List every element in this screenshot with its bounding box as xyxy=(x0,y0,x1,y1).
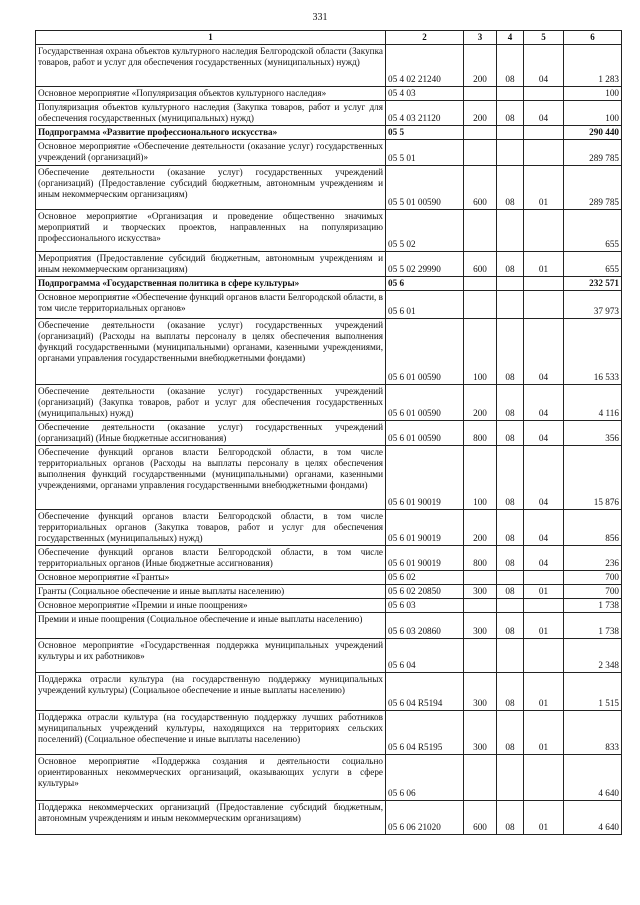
row-subsection: 04 xyxy=(524,510,564,546)
row-name: Поддержка отрасли культура (на государственную поддержку муниципальных учреждений культуры) (Социальное обеспечение и иные выплаты населению) xyxy=(36,673,386,711)
row-sum: 232 571 xyxy=(564,277,622,291)
table-row xyxy=(36,446,622,510)
row-code: 05 5 xyxy=(386,126,464,140)
row-name: Обеспечение функций органов власти Белгородской области, в том числе территориальных органов (Закупка товаров, работ и услуг для обеспечения государственных (муниципальных) нужд) xyxy=(36,510,386,546)
row-name: Обеспечение деятельности (оказание услуг) государственных учреждений (организаций) (Расходы на выплаты персоналу в целях обеспечения выполнения функций государственными (муниципальными) органами, казенными учреждениями, органами управления государственными внебюджетными фондами) xyxy=(36,319,386,385)
row-sum: 1 738 xyxy=(564,613,622,639)
row-name: Основное мероприятие «Поддержка создания и деятельности социально ориентированных некоммерческих организаций, оказывающих услуги в сфере культуры» xyxy=(36,755,386,801)
row-code: 05 5 02 29990 xyxy=(386,252,464,277)
table-row xyxy=(36,101,622,126)
header-col-6: 6 xyxy=(564,31,622,45)
table-row xyxy=(36,252,622,277)
row-sum: 289 785 xyxy=(564,166,622,210)
row-expense-type: 200 xyxy=(464,45,497,87)
row-expense-type: 200 xyxy=(464,385,497,421)
row-subsection: 01 xyxy=(524,673,564,711)
row-expense-type: 300 xyxy=(464,711,497,755)
row-code: 05 4 03 xyxy=(386,87,464,101)
row-name: Основное мероприятие «Премии и иные поощрения» xyxy=(36,599,386,613)
table-row xyxy=(36,585,622,599)
row-sum: 856 xyxy=(564,510,622,546)
row-code: 05 6 04 R5195 xyxy=(386,711,464,755)
row-subsection xyxy=(524,87,564,101)
header-col-5: 5 xyxy=(524,31,564,45)
row-name: Обеспечение деятельности (оказание услуг) государственных учреждений (организаций) (Предоставление субсидий бюджетным, автономным учреждениям и иным некоммерческим организациям) xyxy=(36,166,386,210)
row-code: 05 6 01 00590 xyxy=(386,421,464,446)
row-name: Основное мероприятие «Обеспечение деятельности (оказание услуг) государственных учреждений (организаций)» xyxy=(36,140,386,166)
row-sum: 16 533 xyxy=(564,319,622,385)
table-row xyxy=(36,755,622,801)
row-code: 05 6 06 21020 xyxy=(386,801,464,835)
row-code: 05 5 01 xyxy=(386,140,464,166)
row-expense-type xyxy=(464,87,497,101)
row-sum: 833 xyxy=(564,711,622,755)
row-section: 08 xyxy=(497,711,524,755)
row-sum: 37 973 xyxy=(564,291,622,319)
budget-table xyxy=(35,30,622,835)
row-subsection: 01 xyxy=(524,711,564,755)
table-row xyxy=(36,385,622,421)
row-subsection: 01 xyxy=(524,252,564,277)
table-row xyxy=(36,673,622,711)
row-sum: 700 xyxy=(564,571,622,585)
row-expense-type: 200 xyxy=(464,510,497,546)
table-header-row xyxy=(36,31,622,45)
row-subsection: 01 xyxy=(524,585,564,599)
row-sum: 290 440 xyxy=(564,126,622,140)
row-code: 05 6 01 00590 xyxy=(386,385,464,421)
row-name: Подпрограмма «Государственная политика в сфере культуры» xyxy=(36,277,386,291)
row-subsection xyxy=(524,126,564,140)
row-code: 05 6 01 90019 xyxy=(386,510,464,546)
row-code: 05 6 01 90019 xyxy=(386,546,464,571)
row-section xyxy=(497,639,524,673)
table-row xyxy=(36,87,622,101)
row-section xyxy=(497,755,524,801)
row-expense-type xyxy=(464,126,497,140)
table-body xyxy=(36,45,622,835)
row-code: 05 6 03 20860 xyxy=(386,613,464,639)
row-subsection xyxy=(524,755,564,801)
row-section: 08 xyxy=(497,801,524,835)
table-row xyxy=(36,711,622,755)
row-name: Подпрограмма «Развитие профессионального искусства» xyxy=(36,126,386,140)
row-section: 08 xyxy=(497,252,524,277)
row-subsection: 04 xyxy=(524,319,564,385)
row-subsection xyxy=(524,639,564,673)
table-row xyxy=(36,421,622,446)
header-col-2: 2 xyxy=(386,31,464,45)
table-row xyxy=(36,801,622,835)
table-row xyxy=(36,45,622,87)
row-expense-type: 800 xyxy=(464,421,497,446)
row-code: 05 6 01 90019 xyxy=(386,446,464,510)
row-subsection: 04 xyxy=(524,45,564,87)
row-code: 05 6 02 20850 xyxy=(386,585,464,599)
row-section xyxy=(497,87,524,101)
row-sum: 100 xyxy=(564,101,622,126)
row-subsection: 04 xyxy=(524,446,564,510)
row-code: 05 6 06 xyxy=(386,755,464,801)
row-expense-type: 200 xyxy=(464,101,497,126)
row-name: Основное мероприятие «Государственная поддержка муниципальных учреждений культуры и их работников» xyxy=(36,639,386,673)
row-name: Обеспечение функций органов власти Белгородской области, в том числе территориальных органов (Иные бюджетные ассигнования) xyxy=(36,546,386,571)
page-number: 331 xyxy=(312,12,328,23)
row-subsection: 04 xyxy=(524,421,564,446)
row-expense-type: 300 xyxy=(464,673,497,711)
row-expense-type xyxy=(464,599,497,613)
row-expense-type xyxy=(464,210,497,252)
row-subsection: 04 xyxy=(524,546,564,571)
row-name: Обеспечение деятельности (оказание услуг) государственных учреждений (организаций) (Иные бюджетные ассигнования) xyxy=(36,421,386,446)
table-row xyxy=(36,210,622,252)
row-code: 05 4 03 21120 xyxy=(386,101,464,126)
row-expense-type: 300 xyxy=(464,585,497,599)
row-section xyxy=(497,140,524,166)
row-expense-type xyxy=(464,291,497,319)
row-section: 08 xyxy=(497,585,524,599)
row-sum: 1 738 xyxy=(564,599,622,613)
row-sum: 15 876 xyxy=(564,446,622,510)
row-section xyxy=(497,126,524,140)
row-code: 05 6 xyxy=(386,277,464,291)
row-section xyxy=(497,291,524,319)
row-expense-type: 800 xyxy=(464,546,497,571)
row-subsection xyxy=(524,291,564,319)
row-sum: 1 515 xyxy=(564,673,622,711)
row-name: Государственная охрана объектов культурного наследия Белгородской области (Закупка товаров, работ и услуг для обеспечения государственных (муниципальных) нужд) xyxy=(36,45,386,87)
row-section xyxy=(497,599,524,613)
row-code: 05 6 02 xyxy=(386,571,464,585)
row-subsection: 04 xyxy=(524,101,564,126)
row-code: 05 6 04 R5194 xyxy=(386,673,464,711)
table-row xyxy=(36,277,622,291)
row-section xyxy=(497,210,524,252)
row-subsection: 01 xyxy=(524,166,564,210)
row-expense-type xyxy=(464,140,497,166)
row-section: 08 xyxy=(497,510,524,546)
row-code: 05 5 01 00590 xyxy=(386,166,464,210)
row-name: Мероприятия (Предоставление субсидий бюджетным, автономным учреждениям и иным некоммерческим организациям) xyxy=(36,252,386,277)
table-row xyxy=(36,140,622,166)
row-expense-type: 600 xyxy=(464,166,497,210)
row-expense-type xyxy=(464,277,497,291)
header-col-1: 1 xyxy=(36,31,386,45)
table-row xyxy=(36,546,622,571)
row-code: 05 6 03 xyxy=(386,599,464,613)
row-section xyxy=(497,571,524,585)
row-section: 08 xyxy=(497,546,524,571)
row-section: 08 xyxy=(497,385,524,421)
row-section: 08 xyxy=(497,421,524,446)
row-name: Поддержка отрасли культура (на государственную поддержку лучших работников муниципальных учреждений культуры, находящихся на территориях сельских поселений) (Социальное обеспечение и иные выплаты населению) xyxy=(36,711,386,755)
row-code: 05 6 01 00590 xyxy=(386,319,464,385)
row-sum: 4 116 xyxy=(564,385,622,421)
table-row xyxy=(36,571,622,585)
row-name: Обеспечение деятельности (оказание услуг) государственных учреждений (организаций) (Закупка товаров, работ и услуг для обеспечения государственных (муниципальных) нужд) xyxy=(36,385,386,421)
row-section: 08 xyxy=(497,319,524,385)
row-name: Основное мероприятие «Популяризация объектов культурного наследия» xyxy=(36,87,386,101)
row-expense-type: 600 xyxy=(464,252,497,277)
row-code: 05 6 01 xyxy=(386,291,464,319)
row-expense-type xyxy=(464,639,497,673)
row-expense-type xyxy=(464,571,497,585)
row-subsection xyxy=(524,599,564,613)
row-code: 05 4 02 21240 xyxy=(386,45,464,87)
row-sum: 2 348 xyxy=(564,639,622,673)
header-col-3: 3 xyxy=(464,31,497,45)
row-sum: 655 xyxy=(564,252,622,277)
table-row xyxy=(36,639,622,673)
row-expense-type: 100 xyxy=(464,446,497,510)
row-subsection xyxy=(524,140,564,166)
row-sum: 655 xyxy=(564,210,622,252)
row-sum: 4 640 xyxy=(564,755,622,801)
row-sum: 700 xyxy=(564,585,622,599)
row-name: Популяризация объектов культурного наследия (Закупка товаров, работ и услуг для обеспечения государственных (муниципальных) нужд) xyxy=(36,101,386,126)
row-expense-type: 600 xyxy=(464,801,497,835)
row-section xyxy=(497,277,524,291)
row-name: Гранты (Социальное обеспечение и иные выплаты населению) xyxy=(36,585,386,599)
row-code: 05 5 02 xyxy=(386,210,464,252)
row-name: Основное мероприятие «Организация и проведение общественно значимых мероприятий и творческих проектов, направленных на популяризацию профессионального искусства» xyxy=(36,210,386,252)
table-row xyxy=(36,319,622,385)
row-expense-type xyxy=(464,755,497,801)
row-subsection: 04 xyxy=(524,385,564,421)
row-expense-type: 300 xyxy=(464,613,497,639)
row-section: 08 xyxy=(497,446,524,510)
row-name: Основное мероприятие «Обеспечение функций органов власти Белгородской области, в том числе территориальных органов» xyxy=(36,291,386,319)
row-sum: 4 640 xyxy=(564,801,622,835)
table-row xyxy=(36,510,622,546)
row-sum: 236 xyxy=(564,546,622,571)
row-subsection: 01 xyxy=(524,613,564,639)
row-expense-type: 100 xyxy=(464,319,497,385)
row-subsection xyxy=(524,277,564,291)
row-section: 08 xyxy=(497,166,524,210)
row-name: Поддержка некоммерческих организаций (Предоставление субсидий бюджетным, автономным учреждениям и иным некоммерческим организациям) xyxy=(36,801,386,835)
row-section: 08 xyxy=(497,45,524,87)
row-subsection: 01 xyxy=(524,801,564,835)
row-code: 05 6 04 xyxy=(386,639,464,673)
table-row xyxy=(36,291,622,319)
table-row xyxy=(36,126,622,140)
row-name: Премии и иные поощрения (Социальное обеспечение и иные выплаты населению) xyxy=(36,613,386,639)
row-subsection xyxy=(524,571,564,585)
row-section: 08 xyxy=(497,673,524,711)
row-sum: 100 xyxy=(564,87,622,101)
table-row xyxy=(36,613,622,639)
row-section: 08 xyxy=(497,613,524,639)
row-name: Обеспечение функций органов власти Белгородской области, в том числе территориальных органов (Расходы на выплаты персоналу в целях обеспечения выполнения функций государственными (муниципальными) органами, казенными учреждениями, органами управления государственными внебюджетными фондами) xyxy=(36,446,386,510)
row-subsection xyxy=(524,210,564,252)
table-row xyxy=(36,599,622,613)
row-section: 08 xyxy=(497,101,524,126)
row-sum: 1 283 xyxy=(564,45,622,87)
header-col-4: 4 xyxy=(497,31,524,45)
table-row xyxy=(36,166,622,210)
row-sum: 289 785 xyxy=(564,140,622,166)
row-name: Основное мероприятие «Гранты» xyxy=(36,571,386,585)
row-sum: 356 xyxy=(564,421,622,446)
